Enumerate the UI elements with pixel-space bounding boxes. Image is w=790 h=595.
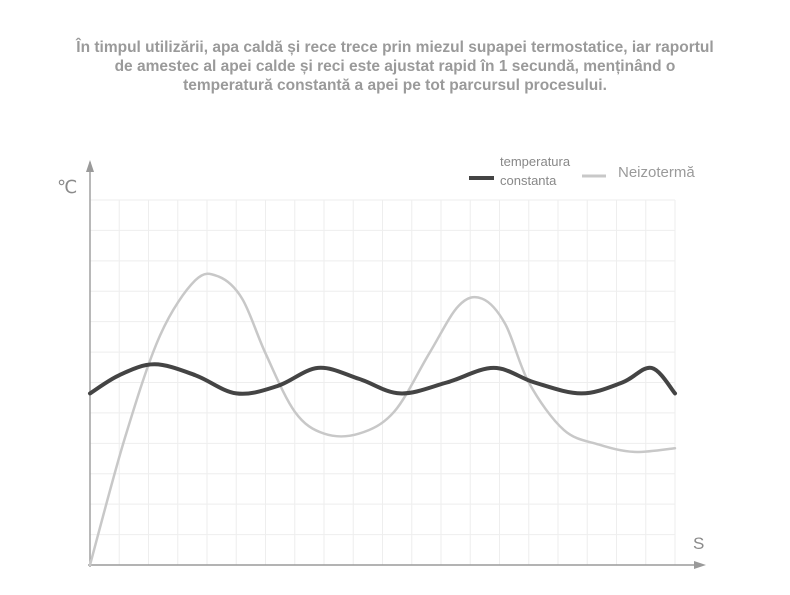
legend-label-neizoterma: Neizotermă — [618, 164, 695, 181]
legend-label-constanta — [500, 154, 574, 188]
caption-line-2: de amestec al apei calde și reci este ajustat rapid în 1 secundă, menținând o — [114, 58, 676, 75]
legend-label-constanta-line1: temperatura — [500, 154, 571, 169]
legend-label-constanta-line2: constanta — [500, 173, 557, 188]
caption-line-1: În timpul utilizării, apa caldă și rece trece prin miezul supapei termostatice, iar raportul — [76, 39, 714, 56]
caption-line-3: temperatură constantă a apei pe tot parcursul procesului. — [183, 77, 607, 94]
y-axis-label: ℃ — [57, 177, 78, 198]
y-axis-arrow — [86, 160, 94, 172]
legend — [469, 154, 695, 188]
x-axis-label: S — [693, 534, 705, 553]
chart-grid — [90, 200, 675, 565]
x-axis-arrow — [694, 561, 706, 569]
